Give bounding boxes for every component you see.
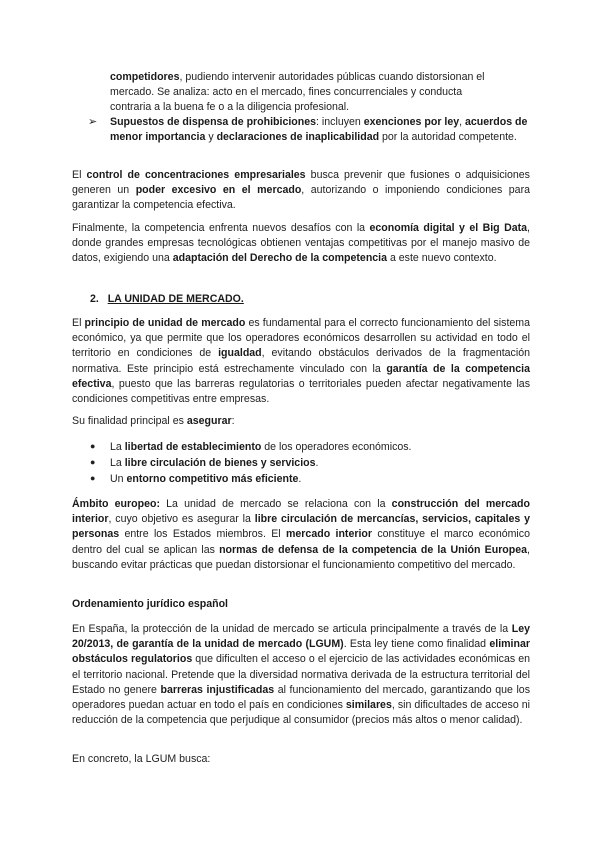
paragraph-finalmente: Finalmente, la competencia enfrenta nuevos desafíos con la economía digital y el Big Data, donde grandes empresas tecnológicas obtienen ventajas competitivas por el manejo masivo de datos, exigiendo una adaptación del Derecho de la competencia a este nuevo contexto. [72, 222, 530, 265]
paragraph-en-concreto: En concreto, la LGUM busca: [72, 753, 211, 765]
list-item: La libre circulación de bienes y servicios. [110, 457, 319, 469]
paragraph-ambito-europeo: Ámbito europeo: La unidad de mercado se relaciona con la construcción del mercado interior, cuyo objetivo es asegurar la libre circulación de mercancías, servicios, capitales y personas entre los Estados miembros. El mercado interior constituye el marco económico dentro del cual se aplican las normas de defensa de la competencia de la Unión Europea, buscando evitar prácticas que puedan distorsionar el funcionamiento competitivo del mercado. [72, 498, 531, 571]
continuation-paragraph: competidores, pudiendo intervenir autoridades públicas cuando distorsionan el mercado. Se analiza: acto en el mercado, fines concurrenciales y conducta contraria a la buena fe o a la diligencia profesional. [110, 71, 485, 114]
arrow-bullet-icon: ➢ [88, 116, 98, 128]
bold-term: competidores [110, 71, 180, 83]
section-heading: 2. LA UNIDAD DE MERCADO. [90, 293, 244, 305]
bullet-icon: ● [90, 473, 96, 483]
paragraph-finalidad: Su finalidad principal es asegurar: [72, 415, 235, 427]
bullet-icon: ● [90, 441, 96, 451]
list-item: La libertad de establecimiento de los operadores económicos. [110, 441, 412, 453]
bullet-icon: ● [90, 457, 96, 467]
paragraph-principio: El principio de unidad de mercado es fundamental para el correcto funcionamiento del sistema económico, ya que permite que los operadores económicos desarrollen su actividad en todo el territorio en condiciones de igualdad, evitando obstáculos derivados de la fragmentación normativa. Este principio está estrechamente vinculado con la garantía de la competencia efectiva, puesto que las barreras regulatorias o territoriales pueden afectar negativamente las condiciones competitivas entre empresas. [72, 317, 530, 406]
arrow-list-item: Supuestos de dispensa de prohibiciones: incluyen exenciones por ley, acuerdos de menor importancia y declaraciones de inaplicabilidad por la autoridad competente. [110, 116, 528, 144]
list-item: Un entorno competitivo más eficiente. [110, 473, 302, 485]
paragraph-espana: En España, la protección de la unidad de mercado se articula principalmente a través de la Ley 20/2013, de garantía de la unidad de mercado (LGUM). Esta ley tiene como finalidad eliminar obstáculos regulatorios que dificulten el acceso o el ejercicio de las actividades económicas en el territorio nacional. Pretende que la diversidad normativa derivada de la estructura territorial del Estado no genere barreras injustificadas al funcionamiento del mercado, garantizando que los operadores puedan actuar en todo el país en condiciones similares, sin dificultades de acceso ni reducción de la competencia que perjudique al consumidor (precios más altos o menor calidad). [72, 623, 531, 727]
paragraph-control-concentraciones: El control de concentraciones empresariales busca prevenir que fusiones o adquisiciones generen un poder excesivo en el mercado, autorizando o imponiendo condiciones para garantizar la competencia efectiva. [72, 169, 530, 212]
subheading: Ordenamiento jurídico español [72, 598, 228, 610]
